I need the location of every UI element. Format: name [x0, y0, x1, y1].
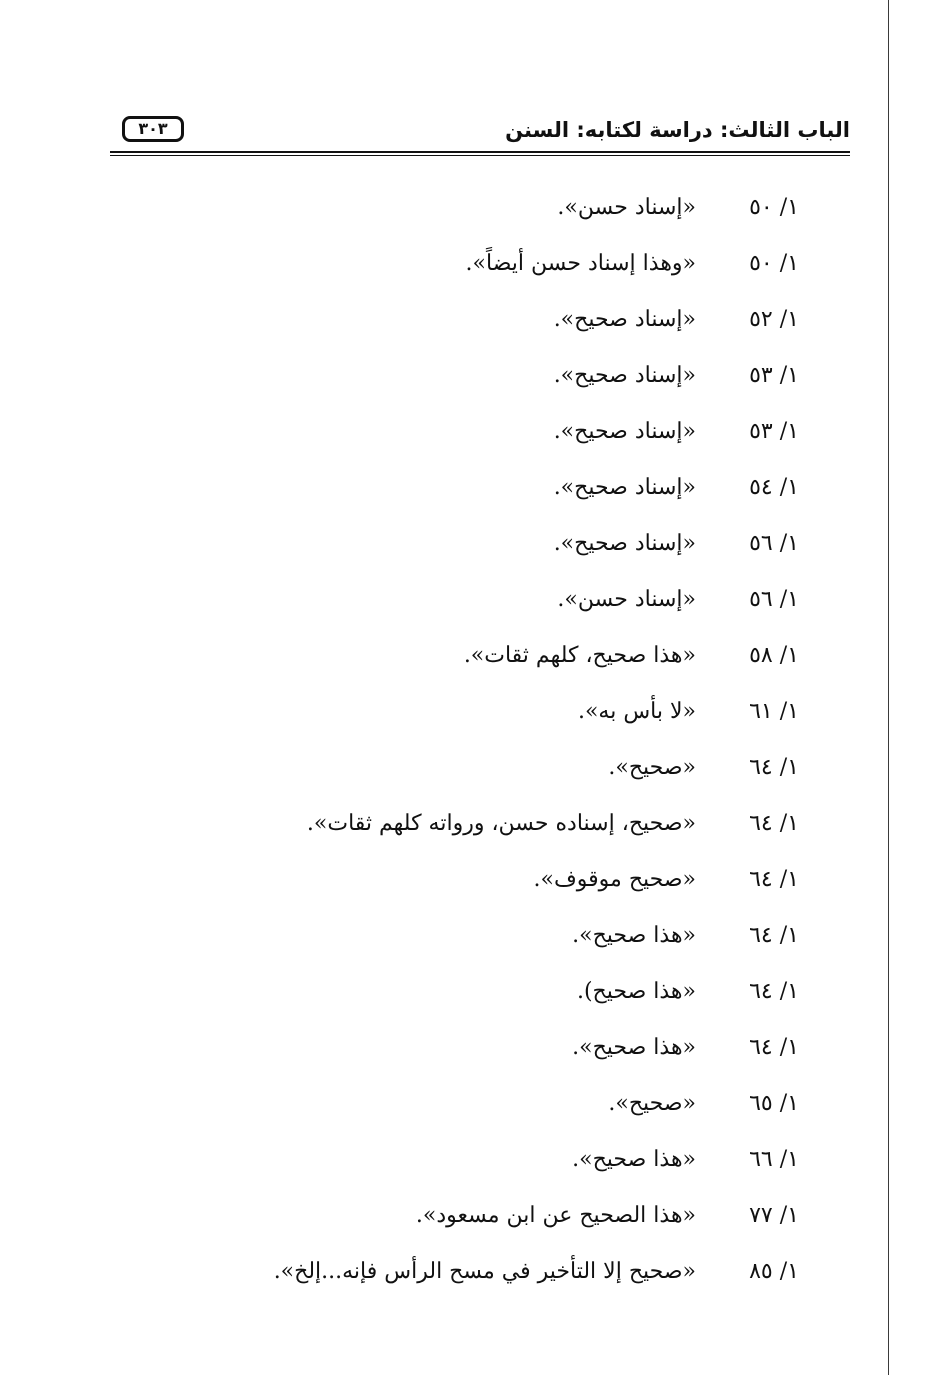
- page-number-badge: ٣٠٣: [122, 116, 184, 142]
- entries-list: [0, 180, 942, 1300]
- list-item: [0, 740, 942, 796]
- list-item: [0, 628, 942, 684]
- entry-quote: «هذا صحيح».: [572, 1147, 696, 1172]
- list-item: [0, 236, 942, 292]
- list-item: [0, 964, 942, 1020]
- entry-quote: «هذا صحيح».: [572, 923, 696, 948]
- entry-reference: ١/ ٥٠: [749, 251, 799, 276]
- entry-quote: «إسناد حسن».: [557, 587, 696, 612]
- entry-quote: «صحيح إلا التأخير في مسح الرأس فإنه...إلخ».: [273, 1259, 696, 1284]
- entry-quote: «إسناد صحيح».: [553, 475, 696, 500]
- list-item: [0, 796, 942, 852]
- list-item: [0, 460, 942, 516]
- list-item: [0, 852, 942, 908]
- entry-reference: ١/ ٦٤: [749, 979, 799, 1004]
- entry-quote: «هذا صحيح).: [576, 979, 696, 1004]
- entry-reference: ١/ ٥٢: [749, 307, 799, 332]
- entry-quote: «إسناد صحيح».: [553, 419, 696, 444]
- list-item: [0, 684, 942, 740]
- list-item: [0, 404, 942, 460]
- list-item: [0, 516, 942, 572]
- list-item: [0, 1244, 942, 1300]
- header-rule: [110, 151, 850, 156]
- list-item: [0, 180, 942, 236]
- list-item: [0, 292, 942, 348]
- entry-quote: «هذا الصحيح عن ابن مسعود».: [415, 1203, 696, 1228]
- page-header: [110, 112, 850, 156]
- entry-reference: ١/ ٦٤: [749, 1035, 799, 1060]
- entry-quote: «إسناد صحيح».: [553, 307, 696, 332]
- entry-reference: ١/ ٥٣: [749, 419, 799, 444]
- entry-quote: «صحيح».: [608, 755, 696, 780]
- entry-quote: «وهذا إسناد حسن أيضاً».: [465, 251, 696, 276]
- list-item: [0, 1188, 942, 1244]
- entry-reference: ١/ ٥٦: [749, 587, 799, 612]
- entry-quote: «صحيح».: [608, 1091, 696, 1116]
- entry-quote: «لا بأس به».: [577, 699, 696, 724]
- entry-quote: «صحيح موقوف».: [533, 867, 696, 892]
- entry-reference: ١/ ٦٤: [749, 811, 799, 836]
- list-item: [0, 1132, 942, 1188]
- list-item: [0, 1076, 942, 1132]
- entry-reference: ١/ ٨٥: [749, 1259, 799, 1284]
- entry-reference: ١/ ٥٨: [749, 643, 799, 668]
- entry-reference: ١/ ٦٤: [749, 755, 799, 780]
- entry-reference: ١/ ٥٠: [749, 195, 799, 220]
- entry-quote: «هذا صحيح، كلهم ثقات».: [463, 643, 696, 668]
- entry-quote: «إسناد صحيح».: [553, 363, 696, 388]
- entry-reference: ١/ ٦١: [749, 699, 799, 724]
- list-item: [0, 1020, 942, 1076]
- list-item: [0, 908, 942, 964]
- entry-quote: «صحيح، إسناده حسن، ورواته كلهم ثقات».: [306, 811, 696, 836]
- entry-reference: ١/ ٦٥: [749, 1091, 799, 1116]
- list-item: [0, 572, 942, 628]
- list-item: [0, 348, 942, 404]
- entry-reference: ١/ ٦٦: [749, 1147, 799, 1172]
- entry-reference: ١/ ٥٣: [749, 363, 799, 388]
- entry-reference: ١/ ٦٤: [749, 923, 799, 948]
- entry-reference: ١/ ٥٤: [749, 475, 799, 500]
- entry-reference: ١/ ٧٧: [749, 1203, 799, 1228]
- running-title: الباب الثالث: دراسة لكتابه: السنن: [505, 118, 850, 142]
- entry-reference: ١/ ٥٦: [749, 531, 799, 556]
- entry-quote: «إسناد صحيح».: [553, 531, 696, 556]
- entry-quote: «هذا صحيح».: [572, 1035, 696, 1060]
- entry-reference: ١/ ٦٤: [749, 867, 799, 892]
- entry-quote: «إسناد حسن».: [557, 195, 696, 220]
